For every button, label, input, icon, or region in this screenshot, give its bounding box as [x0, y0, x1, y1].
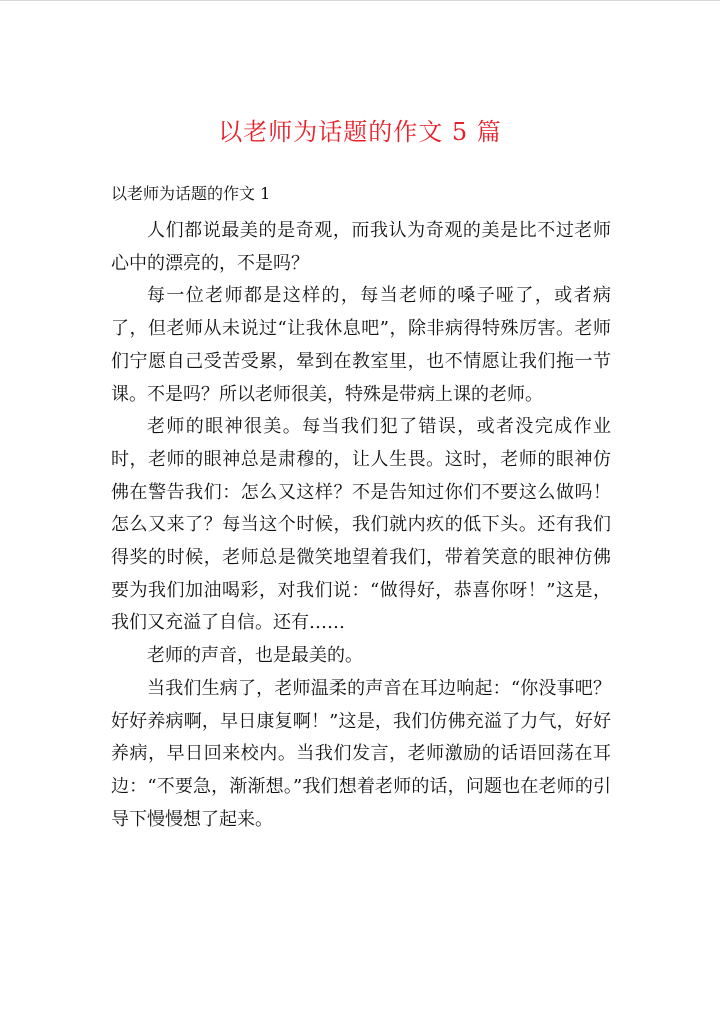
paragraph: 每一位老师都是这样的，每当老师的嗓子哑了，或者病了，但老师从未说过“让我休息吧”，除非病得特殊厉害。老师们宁愿自己受苦受累，晕到在教室里，也不情愿让我们拖一节课。不是吗？所以老师很美，特殊是带病上课的老师。	[111, 285, 611, 405]
essay-body	[111, 215, 611, 836]
paragraph: 老师的眼神很美。每当我们犯了错误，或者没完成作业时，老师的眼神总是肃穆的，让人生畏。这时，老师的眼神仿佛在警告我们：怎么又这样？不是告知过你们不要这么做吗！怎么又来了？每当这个时候，我们就内疚的低下头。还有我们得奖的时候，老师总是微笑地望着我们，带着笑意的眼神仿佛要为我们加油喝彩，对我们说：“做得好，恭喜你呀！”这是，我们又充溢了自信。还有……	[111, 416, 611, 634]
document-title: 以老师为话题的作文 5 篇	[218, 118, 502, 146]
section-heading: 以老师为话题的作文 1	[111, 184, 271, 203]
paragraph: 人们都说最美的是奇观，而我认为奇观的美是比不过老师心中的漂亮的，不是吗？	[111, 220, 611, 274]
paragraph: 当我们生病了，老师温柔的声音在耳边响起：“你没事吧？好好养病啊，早日康复啊！”这是，我们仿佛充溢了力气，好好养病，早日回来校内。当我们发言，老师激励的话语回荡在耳边：“不要急，渐渐想。”我们想着老师的话，问题也在老师的引导下慢慢想了起来。	[111, 677, 611, 830]
paragraph: 老师的声音，也是最美的。	[147, 645, 363, 667]
document-page	[0, 1, 720, 1019]
